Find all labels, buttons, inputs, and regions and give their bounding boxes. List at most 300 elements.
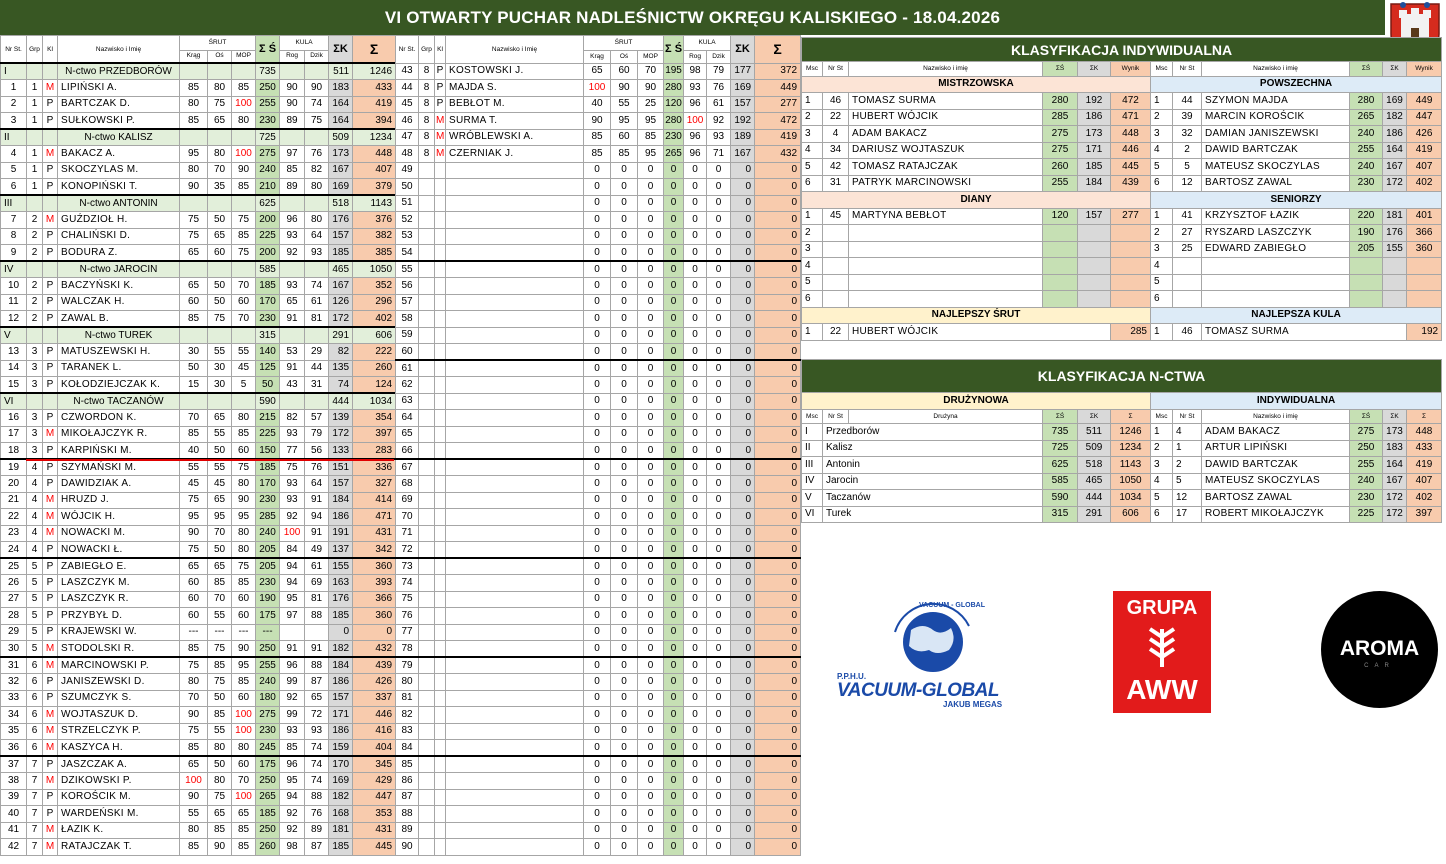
vacuum-sub-text: JAKUB MEGAS — [943, 700, 1003, 709]
header-sum-s: Σ Ś — [664, 36, 684, 64]
header-nrst: Nr St — [1173, 409, 1202, 424]
dzik: 0 — [707, 509, 731, 526]
sum-srut: 0 — [664, 608, 684, 625]
rog — [280, 63, 305, 80]
krag: 0 — [584, 261, 611, 278]
mop: 0 — [638, 756, 664, 773]
os — [208, 195, 232, 212]
dzik: 29 — [305, 344, 329, 361]
rog: 0 — [684, 723, 707, 740]
krag: 0 — [584, 575, 611, 592]
class — [435, 591, 446, 608]
krag: 70 — [180, 690, 208, 707]
os: 80 — [208, 740, 232, 757]
start-number: 22 — [823, 324, 849, 341]
group — [419, 773, 435, 790]
table-row — [396, 393, 801, 410]
mop: 0 — [638, 707, 664, 724]
rog: 0 — [684, 789, 707, 806]
sum-srut: 50 — [256, 377, 280, 394]
sum-srut: 170 — [256, 294, 280, 311]
sum-kula: 509 — [329, 129, 353, 146]
dzik: 44 — [305, 360, 329, 377]
rog: 0 — [684, 228, 707, 245]
rog: 65 — [280, 294, 305, 311]
start-number: 81 — [396, 690, 419, 707]
total: 404 — [353, 740, 396, 757]
sum-srut: 240 — [1350, 159, 1383, 176]
sum-kula: 0 — [329, 624, 353, 641]
rog: 92 — [280, 822, 305, 839]
os: 0 — [611, 839, 638, 856]
result — [1407, 291, 1442, 308]
mop: 80 — [232, 740, 256, 757]
competitor-name — [849, 291, 1043, 308]
competitor-name: BODURA Z. — [58, 245, 180, 262]
mop: 0 — [638, 575, 664, 592]
individual-classification — [801, 37, 1442, 341]
start-number: 64 — [396, 410, 419, 427]
competitor-name — [446, 690, 584, 707]
rog — [280, 393, 305, 410]
competitor-name — [446, 327, 584, 344]
competitor-name — [446, 311, 584, 328]
place: 5 — [1151, 159, 1173, 176]
team-row — [1, 393, 396, 410]
sum-srut: 275 — [1043, 126, 1078, 143]
sum-srut: 200 — [256, 245, 280, 262]
sum-srut: 230 — [256, 113, 280, 130]
start-number: 86 — [396, 773, 419, 790]
rog: 93 — [280, 228, 305, 245]
group: 7 — [27, 773, 43, 790]
krag: 0 — [584, 509, 611, 526]
sum-srut: 0 — [664, 261, 684, 278]
ranking-row — [802, 142, 1442, 159]
os: 60 — [611, 63, 638, 80]
place: 1 — [1151, 324, 1173, 341]
sum-kula: 291 — [1078, 506, 1111, 523]
competitor-name: SZYMAŃSKI M. — [58, 459, 180, 476]
sum-kula — [1078, 291, 1111, 308]
competitor-name — [1202, 291, 1350, 308]
sum-kula: 171 — [329, 707, 353, 724]
rog: 93 — [280, 723, 305, 740]
group: 2 — [27, 278, 43, 295]
dzik: 0 — [707, 723, 731, 740]
start-number: 40 — [1, 806, 27, 823]
start-number: 2 — [1173, 142, 1202, 159]
rog: 99 — [280, 674, 305, 691]
group: 1 — [27, 162, 43, 179]
table-row — [396, 707, 801, 724]
os: 55 — [208, 426, 232, 443]
competitor-name: GUŹDZIOŁ H. — [58, 212, 180, 229]
total: 0 — [353, 624, 396, 641]
sum-srut: 0 — [664, 459, 684, 476]
table-row — [1, 294, 396, 311]
group — [419, 740, 435, 757]
rog — [280, 624, 305, 641]
sum-kula: 0 — [731, 558, 755, 575]
competitor-name — [446, 360, 584, 377]
rog: 77 — [280, 443, 305, 460]
table-row — [1, 608, 396, 625]
rog: 94 — [280, 789, 305, 806]
table-row — [396, 624, 801, 641]
class — [435, 179, 446, 196]
mop: 0 — [638, 641, 664, 658]
competitor-name — [446, 707, 584, 724]
group — [419, 476, 435, 493]
table-row — [1, 459, 396, 476]
rog: 0 — [684, 393, 707, 410]
competitor-name — [446, 608, 584, 625]
rog: 93 — [280, 492, 305, 509]
competitor-name: EDWARD ZABIEGŁO — [1202, 241, 1350, 258]
competitor-name: ARTUR LIPIŃSKI — [1202, 440, 1350, 457]
class — [435, 459, 446, 476]
sum-kula: 172 — [1383, 490, 1407, 507]
os: 50 — [208, 690, 232, 707]
start-number: 30 — [1, 641, 27, 658]
sum-kula: 465 — [1078, 473, 1111, 490]
result — [1111, 225, 1151, 242]
total: 124 — [353, 377, 396, 394]
os: 0 — [611, 542, 638, 559]
mop: 90 — [232, 162, 256, 179]
rog: 0 — [684, 591, 707, 608]
sum-kula: 0 — [731, 525, 755, 542]
competitor-name — [446, 212, 584, 229]
competitor-name: BAKACZ A. — [58, 146, 180, 163]
results-table-middle — [395, 35, 801, 856]
rog: 100 — [684, 113, 707, 130]
sum-kula: 0 — [731, 228, 755, 245]
class — [435, 278, 446, 295]
group: 1 — [27, 80, 43, 97]
group: 4 — [27, 492, 43, 509]
sum-srut: 0 — [664, 344, 684, 361]
group: 6 — [27, 690, 43, 707]
sum-srut: 175 — [256, 756, 280, 773]
krag — [180, 63, 208, 80]
place: 4 — [1151, 142, 1173, 159]
sum-kula: 0 — [731, 591, 755, 608]
competitor-name: DAMIAN JANISZEWSKI — [1202, 126, 1350, 143]
team-name: Turek — [823, 506, 1043, 523]
table-row — [396, 327, 801, 344]
os: 55 — [611, 96, 638, 113]
sum-srut: 125 — [256, 360, 280, 377]
rog: 0 — [684, 443, 707, 460]
dzik: 74 — [305, 773, 329, 790]
start-number — [823, 274, 849, 291]
ranking-row — [802, 225, 1442, 242]
competitor-name — [446, 773, 584, 790]
sum-kula: 173 — [329, 146, 353, 163]
start-number: 68 — [396, 476, 419, 493]
sum-kula: 167 — [329, 278, 353, 295]
table-row — [1, 162, 396, 179]
table-row — [1, 690, 396, 707]
sum-srut: 190 — [256, 591, 280, 608]
mop: 0 — [638, 476, 664, 493]
team-row — [1, 63, 396, 80]
sum-kula: 167 — [731, 146, 755, 163]
krag: 0 — [584, 195, 611, 212]
competitor-name — [446, 443, 584, 460]
table-row — [1, 80, 396, 97]
competitor-name — [446, 393, 584, 410]
total: 366 — [353, 591, 396, 608]
krag: 75 — [180, 657, 208, 674]
total: 606 — [353, 327, 396, 344]
place: 3 — [1151, 126, 1173, 143]
mop: 0 — [638, 806, 664, 823]
os — [208, 129, 232, 146]
krag: 0 — [584, 740, 611, 757]
start-number: 34 — [823, 142, 849, 159]
class — [435, 426, 446, 443]
sum-kula: 0 — [731, 773, 755, 790]
os: 0 — [611, 608, 638, 625]
group — [419, 674, 435, 691]
dzik: 94 — [305, 509, 329, 526]
start-number: 71 — [396, 525, 419, 542]
sum-srut: 225 — [1350, 506, 1383, 523]
table-row — [1, 740, 396, 757]
total: 222 — [353, 344, 396, 361]
total: 416 — [353, 723, 396, 740]
group — [419, 789, 435, 806]
rog — [280, 129, 305, 146]
total: 0 — [755, 195, 801, 212]
sum-srut: 0 — [664, 789, 684, 806]
mop: 90 — [638, 80, 664, 97]
sum-srut: 0 — [664, 624, 684, 641]
competitor-name: DAWID BARTCZAK — [1202, 457, 1350, 474]
total: 397 — [1407, 506, 1442, 523]
sum-kula: 511 — [329, 63, 353, 80]
total: 448 — [353, 146, 396, 163]
os: 0 — [611, 179, 638, 196]
sum-srut: 215 — [256, 410, 280, 427]
os: 85 — [208, 707, 232, 724]
os: 0 — [611, 624, 638, 641]
os: 60 — [208, 245, 232, 262]
sum-kula — [1383, 274, 1407, 291]
competitor-name — [446, 344, 584, 361]
ranking-row — [802, 258, 1442, 275]
os: 0 — [611, 443, 638, 460]
total: 0 — [755, 509, 801, 526]
sum-srut: 250 — [256, 822, 280, 839]
mop: 0 — [638, 393, 664, 410]
class — [435, 410, 446, 427]
mop: 0 — [638, 773, 664, 790]
krag: --- — [180, 624, 208, 641]
header-sk: ΣK — [1078, 62, 1111, 77]
total: 445 — [353, 839, 396, 856]
rog: 75 — [280, 459, 305, 476]
dzik: 0 — [707, 558, 731, 575]
competitor-name: STRZELCZYK P. — [58, 723, 180, 740]
class: M — [43, 707, 58, 724]
sum-srut: 585 — [1043, 473, 1078, 490]
wheat-icon — [1142, 625, 1182, 669]
competitor-name: KOSTOWSKI J. — [446, 63, 584, 80]
start-number: 15 — [1, 377, 27, 394]
dzik: 0 — [707, 426, 731, 443]
competitor-name — [446, 525, 584, 542]
table-row — [396, 789, 801, 806]
competitor-name — [849, 225, 1043, 242]
group — [419, 410, 435, 427]
competitor-name: KRAJEWSKI W. — [58, 624, 180, 641]
start-number: 21 — [1, 492, 27, 509]
sum-srut: 725 — [256, 129, 280, 146]
start-number: 49 — [396, 162, 419, 179]
sum-kula: 185 — [329, 839, 353, 856]
dzik: 74 — [305, 756, 329, 773]
sum-kula: 0 — [731, 360, 755, 377]
os: 0 — [611, 707, 638, 724]
start-number: 11 — [1, 294, 27, 311]
sum-srut: 0 — [664, 690, 684, 707]
dzik: 57 — [305, 410, 329, 427]
sum-kula: 164 — [329, 113, 353, 130]
start-number: 55 — [396, 261, 419, 278]
group — [419, 839, 435, 856]
table-row — [396, 113, 801, 130]
krag: 0 — [584, 839, 611, 856]
sum-kula: 176 — [329, 591, 353, 608]
place: IV — [802, 473, 823, 490]
group — [419, 707, 435, 724]
sum-srut: 0 — [664, 443, 684, 460]
start-number: 63 — [396, 393, 419, 410]
start-number: 42 — [1, 839, 27, 856]
sum-kula: 164 — [1383, 457, 1407, 474]
start-number: V — [1, 327, 27, 344]
sum-kula — [1078, 274, 1111, 291]
sum-srut: 180 — [256, 690, 280, 707]
total: 1143 — [353, 195, 396, 212]
place: 4 — [1151, 258, 1173, 275]
total: 1050 — [1111, 473, 1151, 490]
sum-kula: 185 — [329, 608, 353, 625]
header-ss: ΣŚ — [1350, 409, 1383, 424]
sum-kula: 177 — [731, 63, 755, 80]
krag: 0 — [584, 674, 611, 691]
dzik: 0 — [707, 294, 731, 311]
competitor-name — [446, 641, 584, 658]
start-number: 12 — [1, 311, 27, 328]
rog: 0 — [684, 212, 707, 229]
sum-srut: 250 — [256, 641, 280, 658]
krag: 90 — [584, 113, 611, 130]
sum-srut: 255 — [1043, 175, 1078, 192]
start-number: 52 — [396, 212, 419, 229]
rog: 97 — [280, 608, 305, 625]
rog: 94 — [280, 558, 305, 575]
total: 0 — [755, 426, 801, 443]
group: 4 — [27, 509, 43, 526]
sum-kula: 444 — [329, 393, 353, 410]
sum-kula: 0 — [731, 344, 755, 361]
rog: 92 — [280, 509, 305, 526]
dzik: 0 — [707, 459, 731, 476]
ranking-row — [802, 241, 1442, 258]
sum-kula: 176 — [329, 212, 353, 229]
mop: 0 — [638, 723, 664, 740]
start-number: 19 — [1, 459, 27, 476]
ranking-row — [802, 109, 1442, 126]
mop: 100 — [232, 789, 256, 806]
group — [419, 558, 435, 575]
start-number: 66 — [396, 443, 419, 460]
os: 50 — [208, 443, 232, 460]
place: III — [802, 457, 823, 474]
sum-kula: 0 — [731, 410, 755, 427]
sum-kula: 0 — [731, 245, 755, 262]
sum-kula: 173 — [1383, 424, 1407, 441]
group: 4 — [27, 459, 43, 476]
mop: 0 — [638, 360, 664, 377]
sum-srut: 625 — [256, 195, 280, 212]
sum-kula: 186 — [1078, 109, 1111, 126]
start-number: 83 — [396, 723, 419, 740]
total: 448 — [1407, 424, 1442, 441]
start-number: III — [1, 195, 27, 212]
header-name: Nazwisko i imię — [849, 62, 1043, 77]
rog: 0 — [684, 294, 707, 311]
competitor-name — [446, 245, 584, 262]
mop: 0 — [638, 822, 664, 839]
sum-kula: 183 — [1383, 440, 1407, 457]
total: 0 — [755, 278, 801, 295]
dzik: 0 — [707, 195, 731, 212]
sum-srut: 225 — [256, 228, 280, 245]
competitor-name: BACZYŃSKI K. — [58, 278, 180, 295]
table-row — [1, 344, 396, 361]
sum-srut: 315 — [1043, 506, 1078, 523]
mop: 0 — [638, 278, 664, 295]
sum-srut: 0 — [664, 311, 684, 328]
class: M — [43, 525, 58, 542]
group: 1 — [27, 146, 43, 163]
header-kl: Kl — [43, 36, 58, 64]
mop: 85 — [232, 228, 256, 245]
krag: 75 — [180, 492, 208, 509]
table-row — [396, 129, 801, 146]
os: 0 — [611, 426, 638, 443]
group — [419, 756, 435, 773]
competitor-name: BEBŁOT M. — [446, 96, 584, 113]
header-mop: MOP — [638, 50, 664, 63]
mop: 70 — [638, 63, 664, 80]
table-row — [396, 410, 801, 427]
team-name: Kalisz — [823, 440, 1043, 457]
table-row — [396, 509, 801, 526]
group: 5 — [27, 641, 43, 658]
start-number: 74 — [396, 575, 419, 592]
competitor-name — [446, 839, 584, 856]
rog: 85 — [280, 162, 305, 179]
sum-srut: 0 — [664, 575, 684, 592]
start-number: 12 — [1173, 490, 1202, 507]
